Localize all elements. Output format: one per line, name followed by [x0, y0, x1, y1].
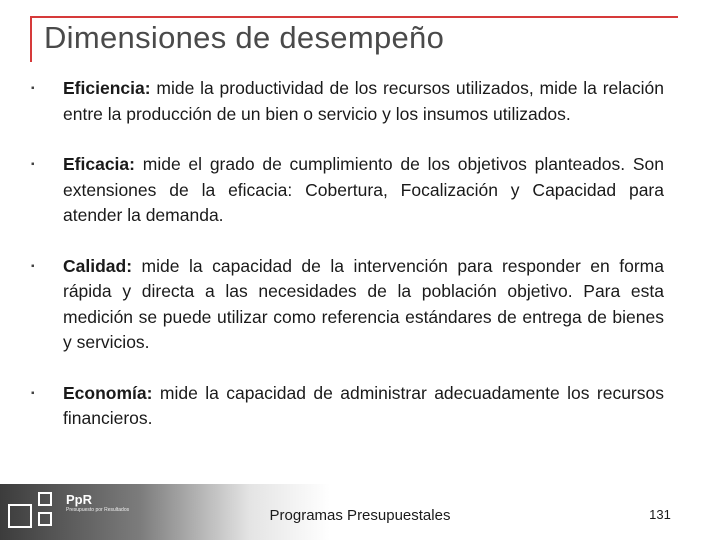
page-number: 131	[649, 507, 671, 522]
bullet-list	[28, 76, 664, 432]
item-term: Eficiencia:	[63, 78, 151, 98]
title-frame-top	[30, 16, 678, 18]
item-text: mide la productividad de los recursos utilizados, mide la relación entre la producción de un bien o servicio y los insumos utilizados.	[63, 78, 664, 124]
item-term: Eficacia:	[63, 154, 135, 174]
item-term: Calidad:	[63, 255, 133, 276]
item-text: mide la capacidad de la intervención para responder en forma rápida y directa a las necesidades de la población objetivo. Para esta medición se puede utilizar como referencia estándares de entrega de bienes y servicios.	[63, 255, 664, 352]
ppr-logo-icon	[8, 492, 56, 532]
list-item	[28, 381, 664, 432]
item-term: Economía:	[63, 382, 153, 403]
title-frame-left	[30, 16, 32, 62]
bullet-icon: ▪	[31, 159, 35, 170]
list-item	[28, 254, 664, 356]
bullet-icon: ▪	[31, 83, 35, 94]
item-text: mide el grado de cumplimiento de los objetivos planteados. Son extensiones de la eficacia: Cobertura, Focalización y Capacidad para atender la demanda.	[63, 154, 664, 225]
slide-title: Dimensiones de desempeño	[44, 20, 445, 55]
bullet-icon: ▪	[31, 260, 35, 272]
ppr-logo: PpR Presupuesto por Resultados	[66, 492, 130, 513]
item-text: mide la capacidad de administrar adecuadamente los recursos financieros.	[63, 382, 664, 428]
list-item	[28, 152, 664, 229]
bullet-icon: ▪	[31, 387, 35, 399]
footer-title: Programas Presupuestales	[269, 507, 451, 524]
list-item	[28, 76, 664, 127]
